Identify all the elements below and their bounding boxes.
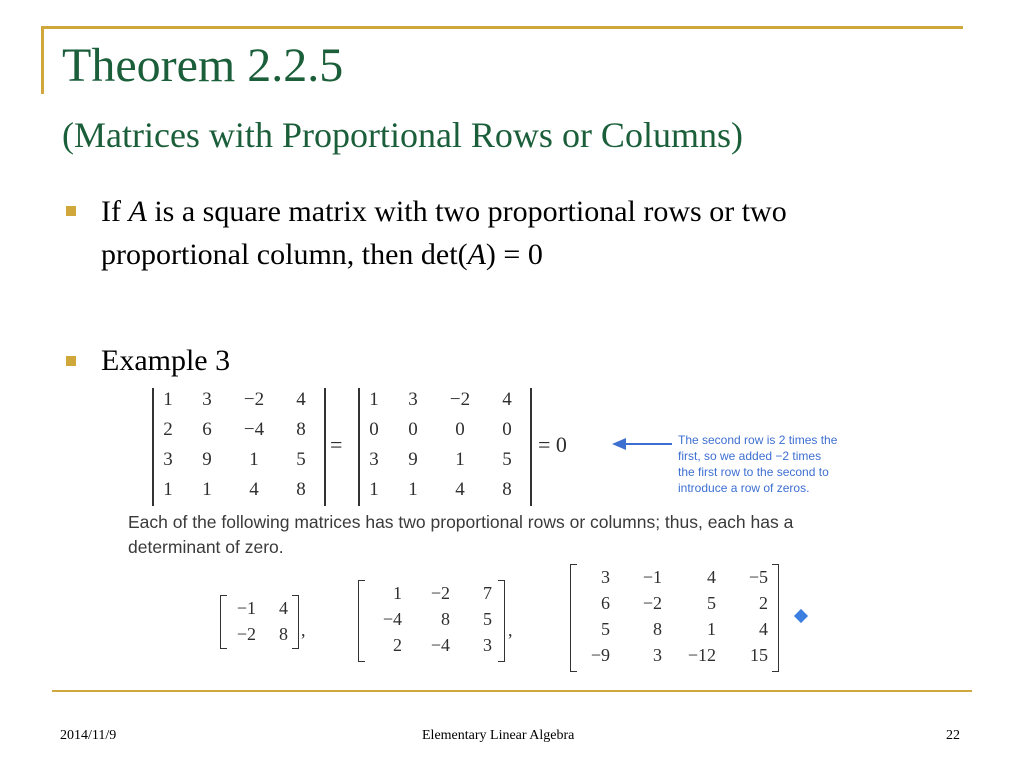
- matrix-c-entry: −5: [748, 566, 768, 587]
- det-right-entry: 0: [502, 419, 512, 440]
- matrix-b-entry: −4: [430, 634, 450, 655]
- bullet-text: is a square matrix with two proportional rows or two: [146, 195, 787, 228]
- det-right-entry: 4: [455, 479, 465, 500]
- det-left-entry: 3: [202, 389, 212, 410]
- det-left-entry: 1: [202, 479, 212, 500]
- matrix-c-entry: −9: [590, 644, 610, 665]
- det-right-entry: 1: [369, 479, 379, 500]
- det-left-entry: 6: [202, 419, 212, 440]
- bullet-text: ) = 0: [485, 238, 543, 271]
- end-of-example-diamond-icon: [794, 609, 808, 623]
- det-left-entry: 4: [296, 389, 306, 410]
- matrix-a-entry: −1: [236, 597, 256, 618]
- det-right-entry: 4: [502, 389, 512, 410]
- matrix-c-entry: 15: [750, 644, 768, 665]
- matrix-b-entry: −2: [430, 582, 450, 603]
- det-left-entry: 9: [202, 449, 212, 470]
- det-right-entry: 0: [369, 419, 379, 440]
- matrix-c-entry: 4: [707, 566, 716, 587]
- det-left-entry: 1: [163, 389, 173, 410]
- matrix-variable: A: [467, 238, 486, 271]
- frame-accent-top: [41, 26, 963, 29]
- det-left-entry: 8: [296, 479, 306, 500]
- footer-page-number: 22: [946, 728, 960, 743]
- bracket-right: [772, 564, 779, 672]
- det-bar-right: [324, 388, 326, 506]
- matrix-b-entry: 1: [393, 582, 402, 603]
- det-right-entry: 1: [455, 449, 465, 470]
- matrix-b-entry: 5: [483, 608, 492, 629]
- matrix-2x2: [224, 595, 292, 647]
- matrix-c-entry: 3: [653, 644, 662, 665]
- matrix-b-entry: 2: [393, 634, 402, 655]
- comma: ,: [508, 620, 513, 640]
- det-right-entry: 3: [408, 389, 418, 410]
- footer-course: Elementary Linear Algebra: [422, 728, 575, 743]
- matrix-c-entry: 3: [601, 566, 610, 587]
- matrix-b-entry: −4: [382, 608, 402, 629]
- bracket-right: [498, 580, 505, 662]
- bullet-example-label: Example 3: [101, 344, 231, 377]
- note-line: first, so we added −2 times: [678, 449, 822, 463]
- example-figure: [120, 382, 880, 682]
- matrix-c-entry: 6: [601, 592, 610, 613]
- bracket-right: [292, 595, 299, 649]
- determinant-row-reduced: [360, 385, 532, 505]
- footer-divider: [52, 690, 972, 692]
- bullet-marker: [66, 356, 76, 366]
- matrix-c-entry: 5: [707, 592, 716, 613]
- det-right-entry: 9: [408, 449, 418, 470]
- det-result: = 0: [538, 432, 567, 457]
- example-paragraph: Each of the following matrices has two proportional rows or columns; thus, each has a determinant of zero.: [128, 512, 794, 557]
- det-right-entry: 3: [369, 449, 379, 470]
- det-right-entry: 1: [369, 389, 379, 410]
- note-line: the first row to the second to: [678, 465, 829, 479]
- matrix-b-entry: 7: [483, 582, 492, 603]
- det-left-entry: 8: [296, 419, 306, 440]
- det-left-entry: −4: [243, 419, 265, 440]
- matrix-c-entry: 4: [759, 618, 768, 639]
- bullet-marker: [66, 206, 76, 216]
- det-left-entry: 1: [249, 449, 259, 470]
- det-right-entry: 0: [455, 419, 465, 440]
- matrix-c-entry: 1: [707, 618, 716, 639]
- margin-note: [678, 432, 868, 496]
- matrix-3x3: [362, 580, 496, 658]
- det-right-entry: −2: [449, 389, 471, 410]
- matrix-c-entry: 5: [601, 618, 610, 639]
- matrix-c-entry: 8: [653, 618, 662, 639]
- matrix-a-entry: 4: [279, 597, 288, 618]
- det-right-entry: 0: [408, 419, 418, 440]
- matrix-4x4: [574, 564, 772, 668]
- det-right-entry: 5: [502, 449, 512, 470]
- note-line: introduce a row of zeros.: [678, 481, 810, 495]
- matrix-variable: A: [128, 195, 147, 228]
- matrix-c-entry: −12: [687, 644, 716, 665]
- bullet-text: If: [101, 195, 129, 228]
- matrix-c-entry: 2: [759, 592, 768, 613]
- bullet-theorem-statement: [101, 190, 787, 276]
- det-left-entry: −2: [243, 389, 265, 410]
- frame-accent-vertical: [41, 26, 44, 94]
- det-bar-right: [530, 388, 532, 506]
- det-right-entry: 8: [502, 479, 512, 500]
- footer-date: 2014/11/9: [60, 728, 117, 743]
- note-line: The second row is 2 times the: [678, 433, 838, 447]
- matrix-b-entry: 3: [483, 634, 492, 655]
- det-left-entry: 1: [163, 479, 173, 500]
- equals-sign: =: [330, 432, 343, 457]
- det-left-entry: 3: [163, 449, 173, 470]
- matrix-c-entry: −1: [642, 566, 662, 587]
- det-right-entry: 1: [408, 479, 418, 500]
- matrix-a-entry: 8: [279, 623, 288, 644]
- determinant-original: [154, 385, 326, 505]
- comma: ,: [301, 620, 306, 640]
- slide-subtitle: (Matrices with Proportional Rows or Columns): [62, 115, 743, 155]
- bullet-text: proportional column, then det(: [101, 238, 468, 271]
- det-left-entry: 5: [296, 449, 306, 470]
- det-left-entry: 2: [163, 419, 173, 440]
- arrow-left-icon: [612, 436, 674, 452]
- matrix-a-entry: −2: [236, 623, 256, 644]
- slide-title: Theorem 2.2.5: [62, 39, 344, 92]
- det-left-entry: 4: [249, 479, 259, 500]
- matrix-c-entry: −2: [642, 592, 662, 613]
- matrix-b-entry: 8: [441, 608, 450, 629]
